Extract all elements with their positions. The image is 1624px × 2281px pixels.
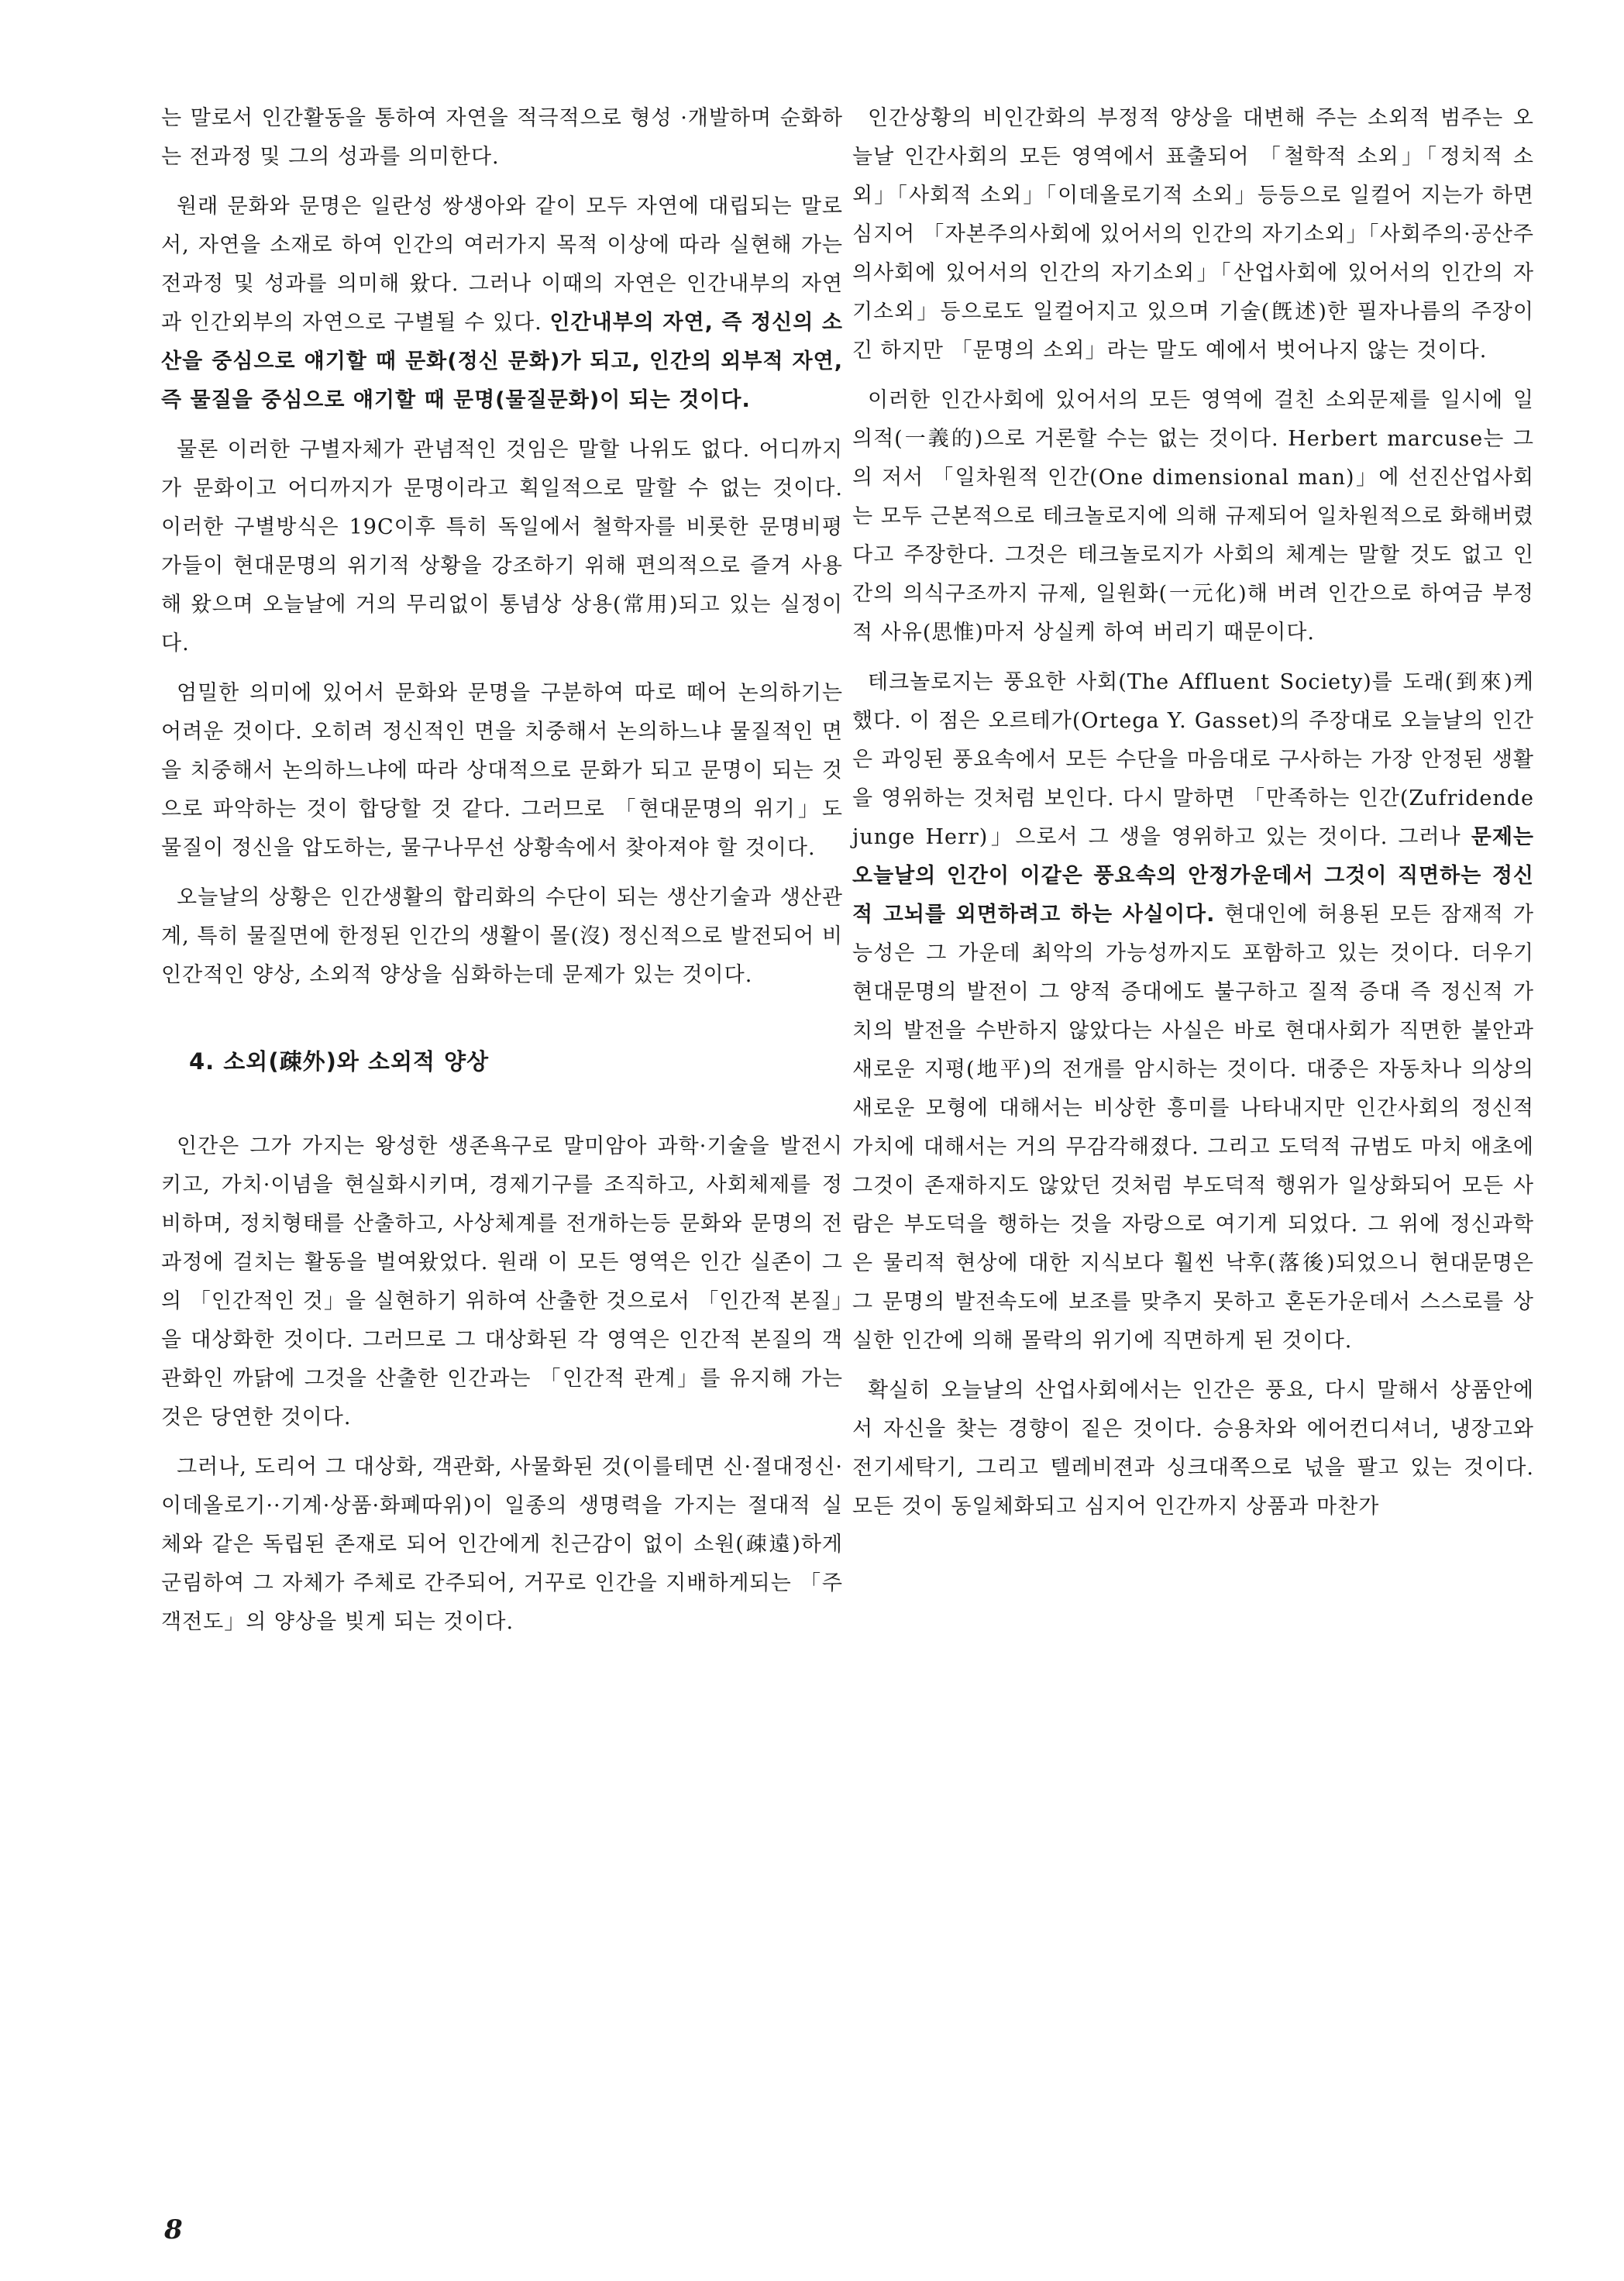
paragraph: 이러한 인간사회에 있어서의 모든 영역에 걸친 소외문제를 일시에 일의적(一義的)으로 거론할 수는 없는 것이다. Herbert marcuse는 그의 저서 「일차원적 인간(One dimensional man)」에 선진산업사회는 모두 근본적으로 테크놀로지에 의해 규제되어 일차원적으로 화해버렸다고 주장한다. 그것은 테크놀로지가 사회의 체계는 말할 것도 없고 인간의 의식구조까지 규제, 일원화(一元化)해 버려 인간으로 하여금 부정적 사유(思惟)마저 상실케 하여 버리기 때문이다.	[852, 388, 1534, 645]
paragraph-text: 원래 문화와 문명은 일란성 쌍생아와 같이 모두 자연에 대립되는 말로서, 자연을 소재로 하여 인간의 여러가지 목적 이상에 따라 실현해 가는 전과정 및 성과를 의미해 왔다. 그러나 이때의 자연은 인간내부의 자연과 인간외부의 자연으로 구별될 수 있다.	[161, 194, 843, 335]
paragraph-text: 현대인에 허용된 모든 잠재적 가능성은 그 가운데 최악의 가능성까지도 포함하고 있는 것이다. 더우기 현대문명의 발전이 그 양적 증대에도 불구하고 질적 증대 즉 정신적 가치의 발전을 수반하지 않았다는 사실은 바로 현대사회가 직면한 불안과 새로운 지평(地平)의 전개를 암시하는 것이다. 대중은 자동차나 의상의 새로운 모형에 대해서는 비상한 흥미를 나타내지만 인간사회의 정신적 가치에 대해서는 거의 무감각해졌다. 그리고 도덕적 규범도 마치 애초에 그것이 존재하지도 않았던 것처럼 부도덕적 행위가 일상화되어 모든 사람은 부도덕을 행하는 것을 자랑으로 여기게 되었다. 그 위에 정신과학은 물리적 현상에 대한 지식보다 훨씬 낙후(落後)되었으니 현대문명은 그 문명의 발전속도에 보조를 맞추지 못하고 혼돈가운데서 스스로를 상실한 인간에 의해 몰락의 위기에 직면하게 된 것이다.	[852, 903, 1534, 1353]
paragraph	[852, 663, 1534, 1361]
paragraph-text: 테크놀로지는 풍요한 사회(The Affluent Society)를 도래(到來)케 했다. 이 점은 오르테가(Ortega Y. Gasset)의 주장대로 오늘날의 인간은 과잉된 풍요속에서 모든 수단을 마음대로 구사하는 가장 안정된 생활을 영위하는 것처럼 보인다. 다시 말하면 「만족하는 인간(Zufridende junge Herr)」으로서 그 생을 영위하고 있는 것이다. 그러나	[852, 670, 1534, 849]
paragraph: 인간상황의 비인간화의 부정적 양상을 대변해 주는 소외적 범주는 오늘날 인간사회의 모든 영역에서 표출되어 「철학적 소외」「정치적 소외」「사회적 소외」「이데올로기적 소외」등등으로 일컬어 지는가 하면 심지어 「자본주의사회에 있어서의 인간의 자기소외」「사회주의·공산주의사회에 있어서의 인간의 자기소외」「산업사회에 있어서의 인간의 자기소외」등으로도 일컬어지고 있으며 기술(旣述)한 필자나름의 주장이긴 하지만 「문명의 소외」라는 말도 예에서 벗어나지 않는 것이다.	[852, 106, 1534, 363]
paragraph: 엄밀한 의미에 있어서 문화와 문명을 구분하여 따로 떼어 논의하기는 어려운 것이다. 오히려 정신적인 면을 치중해서 논의하느냐 물질적인 면을 치중해서 논의하느냐에 따라 상대적으로 문화가 되고 문명이 되는 것으로 파악하는 것이 합당할 것 같다. 그러므로 「현대문명의 위기」도 물질이 정신을 압도하는, 물구나무선 상황속에서 찾아져야 할 것이다.	[161, 681, 843, 860]
left-column	[161, 99, 843, 1653]
right-column	[852, 99, 1534, 1537]
paragraph: 확실히 오늘날의 산업사회에서는 인간은 풍요, 다시 말해서 상품안에서 자신을 찾는 경향이 짙은 것이다. 승용차와 에어컨디셔너, 냉장고와 전기세탁기, 그리고 텔레비젼과 싱크대쪽으로 넋을 팔고 있는 것이다. 모든 것이 동일체화되고 심지어 인간까지 상품과 마찬가	[852, 1378, 1534, 1519]
paragraph: 인간은 그가 가지는 왕성한 생존욕구로 말미암아 과학·기술을 발전시키고, 가치·이념을 현실화시키며, 경제기구를 조직하고, 사회체제를 정비하며, 정치형태를 산출하고, 사상체계를 전개하는등 문화와 문명의 전과정에 걸치는 활동을 벌여왔었다. 원래 이 모든 영역은 인간 실존이 그의 「인간적인 것」을 실현하기 위하여 산출한 것으로서 「인간적 본질」을 대상화한 것이다. 그러므로 그 대상화된 각 영역은 인간적 본질의 객관화인 까닭에 그것을 산출한 인간과는 「인간적 관계」를 유지해 가는 것은 당연한 것이다.	[161, 1134, 843, 1429]
emphasized-text: 인간내부의 자연, 즉 정신의 소산을 중심으로 얘기할 때 문화(정신 문화)가 되고, 인간의 외부적 자연, 즉 물질을 중심으로 얘기할 때 문명(물질문화)이 되는 것이다.	[161, 311, 843, 412]
paragraph	[161, 188, 843, 420]
paragraph: 그러나, 도리어 그 대상화, 객관화, 사물화된 것(이를테면 신·절대정신·이데올로기··기계·상품·화폐따위)이 일종의 생명력을 가지는 절대적 실체와 같은 독립된 존재로 되어 인간에게 친근감이 없이 소원(疎遠)하게 군림하여 그 자체가 주체로 간주되어, 거꾸로 인간을 지배하게되는 「주객전도」의 양상을 빚게 되는 것이다.	[161, 1455, 843, 1634]
paragraph: 물론 이러한 구별자체가 관념적인 것임은 말할 나위도 없다. 어디까지가 문화이고 어디까지가 문명이라고 획일적으로 말할 수 없는 것이다. 이러한 구별방식은 19C이후 특히 독일에서 철학자를 비롯한 문명비평가들이 현대문명의 위기적 상황을 강조하기 위해 편의적으로 즐겨 사용해 왔으며 오늘날에 거의 무리없이 통념상 상용(常用)되고 있는 실정이다.	[161, 438, 843, 655]
paragraph: 는 말로서 인간활동을 통하여 자연을 적극적으로 형성 ·개발하며 순화하는 전과정 및 그의 성과를 의미한다.	[161, 106, 843, 169]
page-number: 8	[164, 2214, 183, 2245]
section-heading: 4. 소외(疎外)와 소외적 양상	[189, 1048, 490, 1075]
emphasized-text: 문제는 오늘날의 인간이 이같은 풍요속의 안정가운데서 그것이 직면하는 정신적 고뇌를 외면하려고 하는 사실이다.	[852, 825, 1534, 927]
paragraph: 오늘날의 상황은 인간생활의 합리화의 수단이 되는 생산기술과 생산관계, 특히 물질면에 한정된 인간의 생활이 몰(沒) 정신적으로 발전되어 비인간적인 양상, 소외적 양상을 심화하는데 문제가 있는 것이다.	[161, 886, 843, 987]
